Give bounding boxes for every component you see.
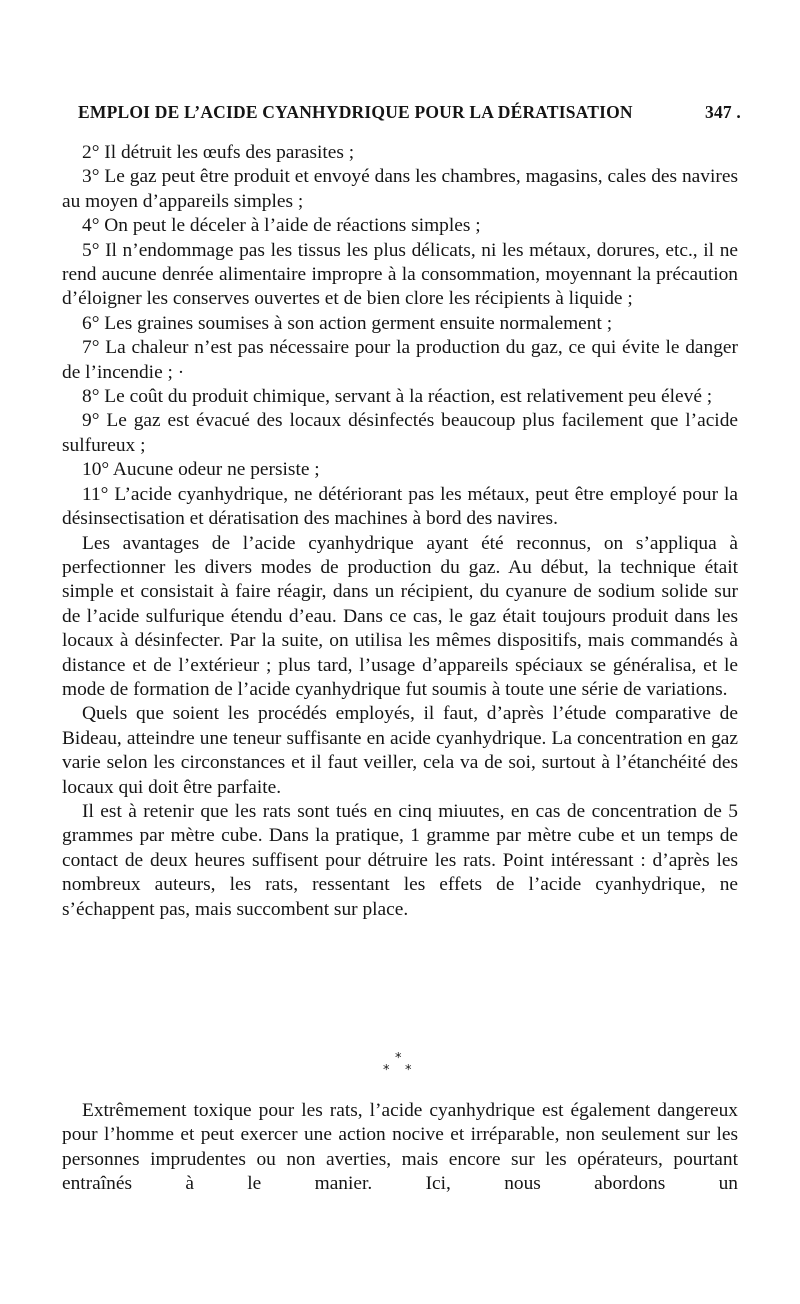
list-item: 9° Le gaz est évacué des locaux désinfectés beaucoup plus facilement que l’acide sulfureux ; — [62, 410, 738, 456]
asterisk-glyph: * — [405, 1063, 412, 1078]
asterisk-glyph: * — [383, 1063, 390, 1078]
list-item: 8° Le coût du produit chimique, servant à la réaction, est relativement peu élevé ; — [82, 386, 713, 408]
main-text-block — [62, 141, 738, 922]
running-header — [78, 102, 758, 128]
paragraph: Quels que soient les procédés employés, il faut, d’après l’étude comparative de Bideau, atteindre une teneur suffisante en acide cyanhydrique. La concentration en gaz varie selon les circonstances et il faut veiller, cela va de soi, surtout à l’étanchéité des locaux qui doit être parfaite. — [62, 703, 738, 798]
list-item: 4° On peut le déceler à l’aide de réactions simples ; — [82, 215, 481, 237]
asterisk-glyph: * — [395, 1051, 402, 1066]
closing-text-block — [62, 1099, 738, 1197]
section-separator — [381, 1052, 421, 1082]
list-item: 5° Il n’endommage pas les tissus les plus délicats, ni les métaux, dorures, etc., il ne rend aucune denrée alimentaire impropre à la consommation, moyennant la précaution d’éloigner les conserves ouvertes et de bien clore les récipients à liquide ; — [62, 239, 738, 310]
paragraph: Extrêmement toxique pour les rats, l’acide cyanhydrique est également dangereux pour l’homme et peut exercer une action nocive et irréparable, non seulement sur les personnes imprudentes ou non averties, mais encore sur les opérateurs, pourtant entraînés à le manier. Ici, nous abordons un — [62, 1100, 738, 1195]
running-title: EMPLOI DE L’ACIDE CYANHYDRIQUE POUR LA DÉRATISATION — [78, 102, 633, 122]
paragraph: Les avantages de l’acide cyanhydrique ayant été reconnus, on s’appliqua à perfectionner les divers modes de production du gaz. Au début, la technique était simple et consistait à faire réagir, dans un récipient, du cyanure de sodium solide sur de l’acide sulfurique étendu d’eau. Dans ce cas, le gaz était toujours produit dans les locaux à désinfecter. Par la suite, on utilisa les mêmes dispositifs, mais commandés à distance et de l’extérieur ; plus tard, l’usage d’appareils spéciaux se généralisa, et le mode de formation de l’acide cyanhydrique fut soumis à toute une série de variations. — [62, 532, 738, 700]
page-number: 347 . — [705, 102, 741, 122]
list-item: 10° Aucune odeur ne persiste ; — [82, 459, 320, 481]
list-item: 6° Les graines soumises à son action germent ensuite normalement ; — [82, 312, 613, 334]
list-item: 2° Il détruit les œufs des parasites ; — [82, 142, 355, 163]
list-item: 3° Le gaz peut être produit et envoyé dans les chambres, magasins, cales des navires au moyen d’appareils simples ; — [62, 166, 738, 212]
paragraph: Il est à retenir que les rats sont tués en cinq miuutes, en cas de concentration de 5 grammes par mètre cube. Dans la pratique, 1 gramme par mètre cube et un temps de contact de deux heures suffisent pour détruire les rats. Point intéressant : d’après les nombreux auteurs, les rats, ressentant les effets de l’acide cyanhydrique, ne s’échappent pas, mais succombent sur place. — [62, 800, 738, 920]
list-item: 7° La chaleur n’est pas nécessaire pour la production du gaz, ce qui évite le danger de l’incendie ; · — [62, 337, 738, 383]
list-item: 11° L’acide cyanhydrique, ne détériorant pas les métaux, peut être employé pour la désinsectisation et dératisation des machines à bord des navires. — [62, 483, 738, 530]
